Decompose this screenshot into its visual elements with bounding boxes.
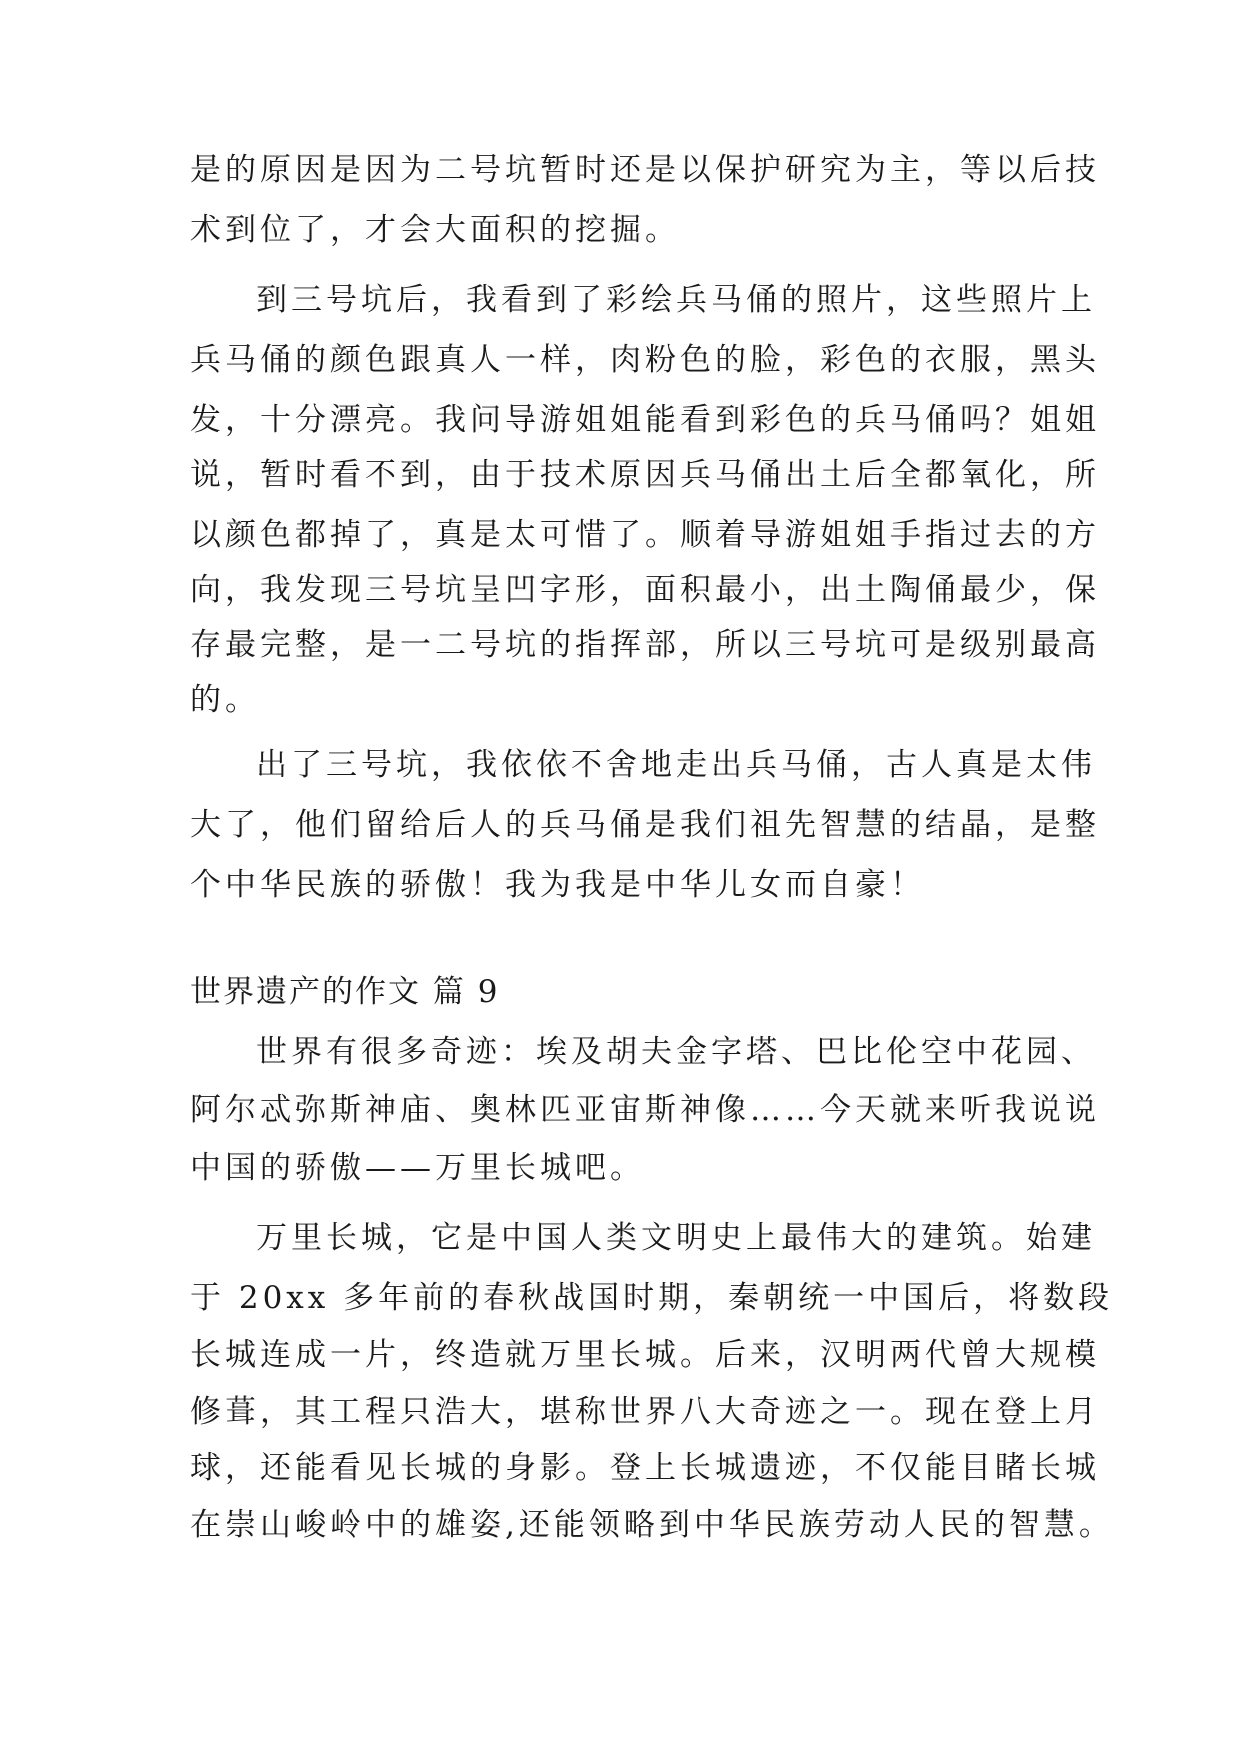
text-line: 说，暂时看不到，由于技术原因兵马俑出土后全都氧化，所 — [190, 457, 1100, 493]
text-line: 发，十分漂亮。我问导游姐姐能看到彩色的兵马俑吗？姐姐 — [190, 402, 1100, 438]
text-line: 是的原因是因为二号坑暂时还是以保护研究为主，等以后技 — [190, 152, 1100, 188]
text-line: 球，还能看见长城的身影。登上长城遗迹，不仅能目睹长城 — [190, 1450, 1100, 1486]
paragraph-first-line: 万里长城，它是中国人类文明史上最伟大的建筑。始建 — [256, 1220, 1096, 1256]
paragraph-first-line: 世界有很多奇迹：埃及胡夫金字塔、巴比伦空中花园、 — [256, 1034, 1096, 1070]
text-line: 存最完整，是一二号坑的指挥部，所以三号坑可是级别最高 — [190, 627, 1100, 663]
paragraph-first-line: 出了三号坑，我依依不舍地走出兵马俑，古人真是太伟 — [256, 747, 1096, 783]
text-line: 兵马俑的颜色跟真人一样，肉粉色的脸，彩色的衣服，黑头 — [190, 342, 1100, 378]
text-line: 修葺，其工程只浩大，堪称世界八大奇迹之一。现在登上月 — [190, 1394, 1100, 1430]
text-line: 个中华民族的骄傲！我为我是中华儿女而自豪！ — [190, 867, 925, 903]
text-line: 大了，他们留给后人的兵马俑是我们祖先智慧的结晶，是整 — [190, 807, 1100, 843]
text-line: 中国的骄傲——万里长城吧。 — [190, 1150, 645, 1186]
paragraph-first-line: 到三号坑后，我看到了彩绘兵马俑的照片，这些照片上 — [256, 282, 1096, 318]
text-line: 向，我发现三号坑呈凹字形，面积最小，出土陶俑最少，保 — [190, 572, 1100, 608]
text-line: 在崇山峻岭中的雄姿,还能领略到中华民族劳动人民的智慧。 — [190, 1507, 1114, 1543]
text-line: 长城连成一片，终造就万里长城。后来，汉明两代曾大规模 — [190, 1337, 1100, 1373]
section-heading: 世界遗产的作文 篇 9 — [190, 974, 500, 1010]
text-line: 术到位了，才会大面积的挖掘。 — [190, 212, 680, 248]
text-line: 以颜色都掉了，真是太可惜了。顺着导游姐姐手指过去的方 — [190, 517, 1100, 553]
text-line: 于 20xx 多年前的春秋战国时期，秦朝统一中国后，将数段 — [190, 1280, 1114, 1316]
text-line: 阿尔忒弥斯神庙、奥林匹亚宙斯神像……今天就来听我说说 — [190, 1092, 1100, 1128]
text-line: 的。 — [190, 682, 260, 718]
